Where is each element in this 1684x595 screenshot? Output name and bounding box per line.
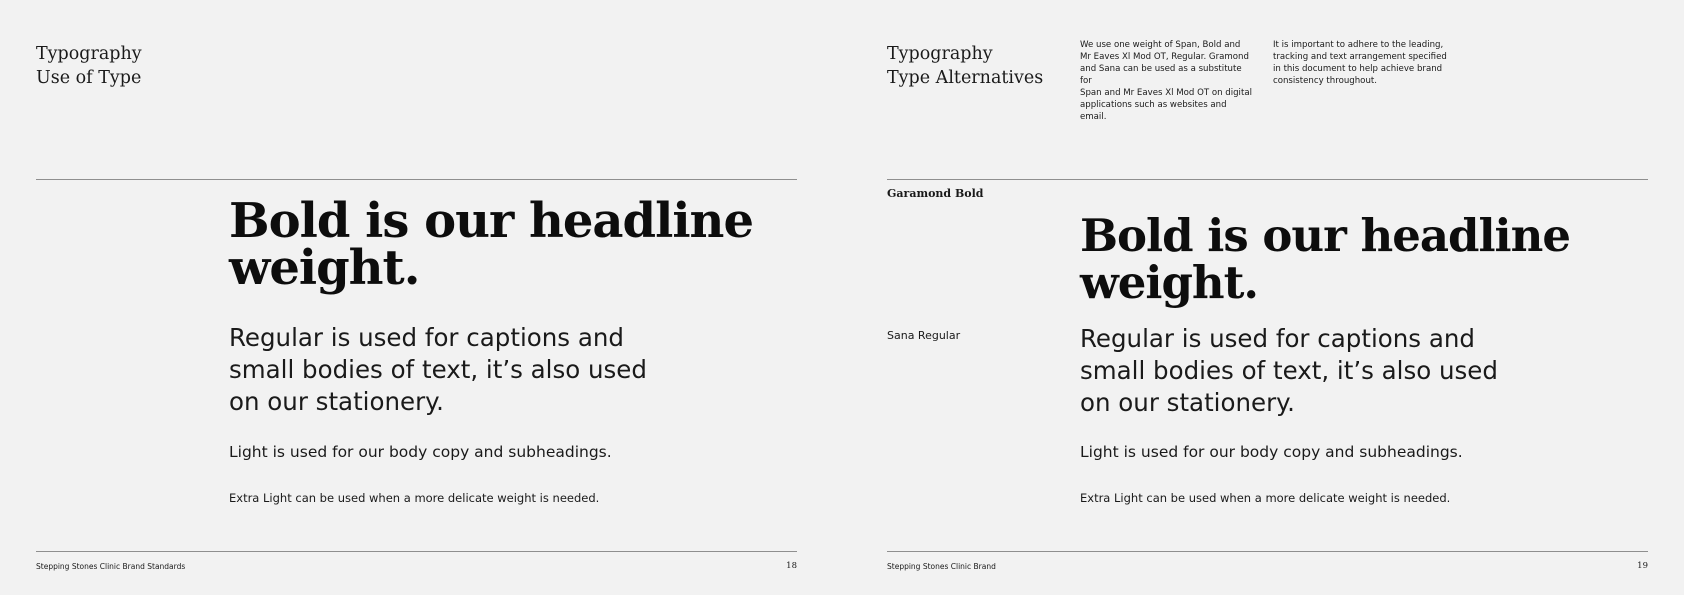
intro-2-line-3: in this document to help achieve brand — [1273, 64, 1443, 74]
bottom-divider — [887, 551, 1648, 552]
intro-2-line-4: consistency throughout. — [1273, 76, 1377, 86]
regular-sample — [229, 322, 647, 418]
page-number: 19 — [1637, 561, 1648, 571]
intro-1-line-4: Span and Mr Eaves Xl Mod OT on digital — [1080, 88, 1252, 98]
intro-paragraph-1 — [1080, 39, 1255, 123]
bottom-divider — [36, 551, 797, 552]
page-title — [887, 42, 1043, 90]
top-divider — [887, 179, 1648, 180]
regular-sample — [1080, 323, 1498, 419]
intro-paragraph-2 — [1273, 39, 1448, 87]
bold-sample-line-2: weight. — [1080, 256, 1259, 309]
intro-2-line-2: tracking and text arrangement specified — [1273, 52, 1447, 62]
intro-1-line-1: We use one weight of Span, Bold and — [1080, 40, 1241, 50]
bold-sample — [1080, 209, 1570, 309]
regular-sample-line-3: on our stationery. — [1080, 388, 1295, 417]
intro-1-line-2: Mr Eaves Xl Mod OT, Regular. Gramond — [1080, 52, 1249, 62]
extra-light-sample: Extra Light can be used when a more delicate weight is needed. — [229, 491, 600, 505]
bold-sample — [229, 193, 753, 296]
regular-sample-line-1: Regular is used for captions and — [229, 323, 624, 352]
intro-1-line-5: applications such as websites and email. — [1080, 100, 1227, 122]
footer-brand: Stepping Stones Clinic Brand Standards — [36, 562, 186, 571]
regular-sample-line-1: Regular is used for captions and — [1080, 324, 1475, 353]
right-page — [842, 0, 1684, 595]
page-number: 18 — [786, 561, 797, 571]
light-sample: Light is used for our body copy and subheadings. — [229, 443, 612, 461]
regular-sample-line-2: small bodies of text, it’s also used — [229, 355, 647, 384]
title-line-2: Type Alternatives — [887, 68, 1044, 88]
font-label-bold: Garamond Bold — [887, 187, 984, 200]
bold-sample-line-2: weight. — [229, 240, 420, 296]
intro-2-line-1: It is important to adhere to the leading, — [1273, 40, 1444, 50]
title-line-1: Typography — [36, 44, 142, 64]
regular-sample-line-2: small bodies of text, it’s also used — [1080, 356, 1498, 385]
top-divider — [36, 179, 797, 180]
intro-1-line-3: and Sana can be used as a substitute for — [1080, 64, 1242, 86]
bold-sample-line-1: Bold is our headline — [229, 193, 753, 249]
regular-sample-line-3: on our stationery. — [229, 387, 444, 416]
page-title — [36, 42, 142, 90]
title-line-1: Typography — [887, 44, 993, 64]
footer-brand: Stepping Stones Clinic Brand — [887, 562, 996, 571]
light-sample: Light is used for our body copy and subheadings. — [1080, 443, 1463, 461]
font-label-regular: Sana Regular — [887, 329, 961, 342]
extra-light-sample: Extra Light can be used when a more delicate weight is needed. — [1080, 491, 1451, 505]
title-line-2: Use of Type — [36, 68, 142, 88]
bold-sample-line-1: Bold is our headline — [1080, 209, 1570, 262]
